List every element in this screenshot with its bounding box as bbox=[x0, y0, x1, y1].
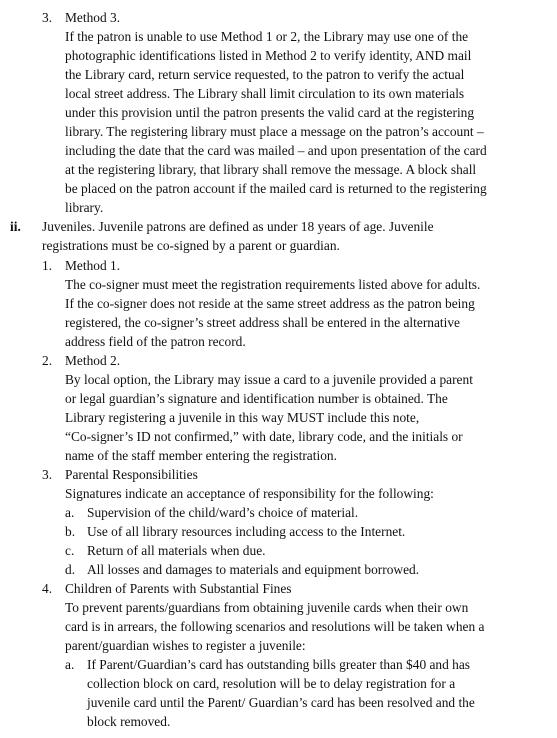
juvenile-method-2-line: By local option, the Library may issue a card to a juvenile provided a parent bbox=[65, 372, 473, 387]
method-3-title: Method 3. bbox=[65, 10, 121, 25]
method-3-line: including the date that the card was mailed – and upon presentation of the card bbox=[65, 143, 487, 158]
fines-scenario-line: If Parent/Guardian’s card has outstanding bills greater than $40 and has bbox=[87, 657, 471, 672]
juvenile-method-1-line: registered, the co-signer’s street address shall be entered in the alternative bbox=[65, 315, 460, 330]
method-3-line: library. bbox=[65, 200, 104, 215]
juvenile-method-2-number: 2. bbox=[42, 353, 53, 368]
method-3-line: be placed on the patron account if the mailed card is returned to the registering bbox=[65, 181, 487, 196]
juvenile-method-1-line: address field of the patron record. bbox=[65, 334, 246, 349]
substantial-fines-line: parent/guardian wishes to register a juvenile: bbox=[65, 638, 306, 653]
method-3-line: library. The registering library must place a message on the patron’s account – bbox=[65, 124, 484, 139]
juveniles-intro-line: Juveniles. Juvenile patrons are defined as under 18 years of age. Juvenile bbox=[42, 219, 434, 234]
fines-scenario-label: a. bbox=[65, 657, 75, 672]
parental-responsibilities-title: Parental Responsibilities bbox=[65, 467, 198, 482]
juveniles-roman-numeral: ii. bbox=[10, 219, 21, 234]
juvenile-method-2-title: Method 2. bbox=[65, 353, 121, 368]
responsibility-item-text: All losses and damages to materials and equipment borrowed. bbox=[87, 562, 420, 577]
method-3-line: at the registering library, that library shall remove the message. A block shall bbox=[65, 162, 477, 177]
method-3-line: under this provision until the patron presents the valid card at the registering bbox=[65, 105, 475, 120]
responsibility-item-text: Supervision of the child/ward’s choice of material. bbox=[87, 505, 359, 520]
substantial-fines-title: Children of Parents with Substantial Fines bbox=[65, 581, 292, 596]
juvenile-method-1-line: If the co-signer does not reside at the same street address as the patron being bbox=[65, 296, 475, 311]
method-3-number: 3. bbox=[42, 10, 53, 25]
responsibility-item-label: b. bbox=[65, 524, 76, 539]
substantial-fines-number: 4. bbox=[42, 581, 53, 596]
juvenile-method-2-line: name of the staff member entering the registration. bbox=[65, 448, 337, 463]
parental-responsibilities-line: Signatures indicate an acceptance of responsibility for the following: bbox=[65, 486, 434, 501]
substantial-fines-line: To prevent parents/guardians from obtaining juvenile cards when their own bbox=[65, 600, 469, 615]
parental-responsibilities-number: 3. bbox=[42, 467, 53, 482]
method-3-line: If the patron is unable to use Method 1 or 2, the Library may use one of the bbox=[65, 29, 469, 44]
method-3-line: photographic identifications listed in Method 2 to verify identity, AND mail bbox=[65, 48, 472, 63]
method-3-line: local street address. The Library shall limit circulation to its own materials bbox=[65, 86, 465, 101]
juvenile-method-1-title: Method 1. bbox=[65, 258, 121, 273]
method-3-line: the Library card, return service requested, to the patron to verify the actual bbox=[65, 67, 465, 82]
fines-scenario-line: collection block on card, resolution will be to delay registration for a bbox=[87, 676, 456, 691]
juvenile-method-2-line: or legal guardian’s signature and identification number is obtained. The bbox=[65, 391, 448, 406]
juvenile-method-2-line: Library registering a juvenile in this way MUST include this note, bbox=[65, 410, 420, 425]
responsibility-item-label: a. bbox=[65, 505, 75, 520]
juveniles-intro-line: registrations must be co-signed by a parent or guardian. bbox=[42, 238, 340, 253]
juvenile-method-2-line: “Co-signer’s ID not confirmed,” with date, library code, and the initials or bbox=[65, 429, 463, 444]
responsibility-item-text: Use of all library resources including access to the Internet. bbox=[87, 524, 406, 539]
responsibility-item-label: d. bbox=[65, 562, 76, 577]
fines-scenario-line: block removed. bbox=[87, 714, 171, 729]
responsibility-item-label: c. bbox=[65, 543, 75, 558]
fines-scenario-line: juvenile card until the Parent/ Guardian’s card has been resolved and the bbox=[87, 695, 475, 710]
responsibility-item-text: Return of all materials when due. bbox=[87, 543, 266, 558]
juvenile-method-1-number: 1. bbox=[42, 258, 53, 273]
substantial-fines-line: card is in arrears, the following scenarios and resolutions will be taken when a bbox=[65, 619, 485, 634]
juvenile-method-1-line: The co-signer must meet the registration requirements listed above for adults. bbox=[65, 277, 481, 292]
